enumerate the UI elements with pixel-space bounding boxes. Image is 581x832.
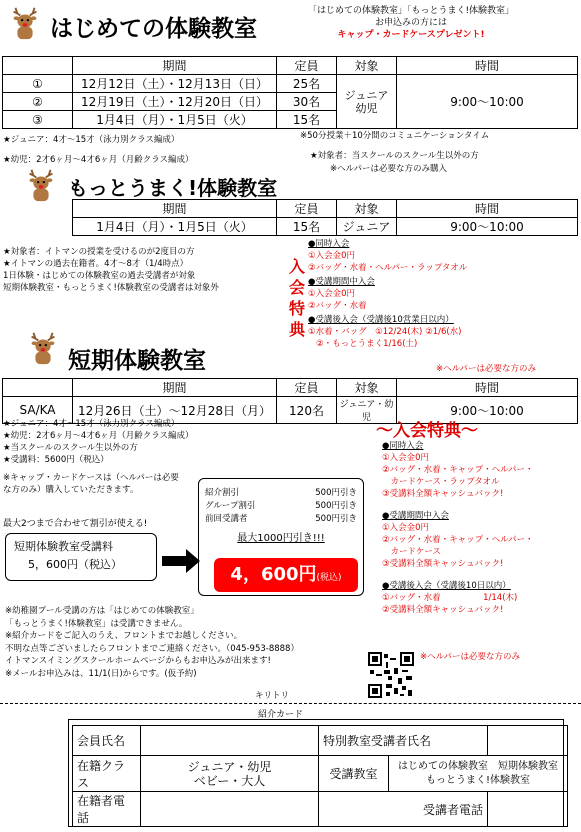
member-name-label: 会員氏名 (73, 726, 141, 756)
footer-note: 「もっとうまく!体験教室」は受講できません。 (5, 618, 188, 629)
benefit-item: カードケース (382, 547, 441, 557)
benefit-head: ●受講後入会（受講後10営業日以内） (308, 315, 454, 325)
special-name-field[interactable] (488, 726, 568, 756)
class-option[interactable]: ジュニア・幼児 (187, 759, 272, 774)
reindeer-icon (22, 166, 60, 204)
benefit-head: ●同時入会 (308, 239, 350, 249)
header-time: 時間 (397, 57, 578, 75)
discount-name: 前回受講者 (205, 514, 248, 524)
note: ★対象者：当スクールのスクール生以外の方 (310, 151, 479, 161)
section2-table (72, 199, 578, 236)
section1-table (2, 56, 578, 129)
promo-line-2: お申込みの方には (374, 18, 447, 28)
discount-heading: 最大2つまで合わせて割引が使える! (3, 519, 148, 529)
benefit-item: ①入会金0円 (382, 453, 430, 463)
note: ※ヘルパーは必要な方のみ購入 (330, 164, 448, 174)
row-target: ジュニア (337, 218, 397, 236)
fee-box (5, 533, 157, 581)
price-tax: (税込) (316, 573, 342, 583)
row-capacity: 15名 (277, 111, 337, 129)
benefit-item: ①入会金0円 (308, 251, 356, 261)
row-time: 9:00〜10:00 (397, 397, 578, 424)
note: 1日体験・はじめての体験教室の過去受講者が対象 (3, 271, 196, 281)
benefit-item: ①入会金0円 (308, 289, 356, 299)
note: ★当スクールのスクール生以外の方 (3, 443, 138, 453)
row-target: ジュニア・幼児 (337, 397, 397, 424)
member-phone-field[interactable] (141, 792, 319, 827)
benefit-head: ●同時入会 (382, 441, 424, 451)
row-time: 9:00〜10:00 (397, 75, 578, 129)
price: 4，600円 (230, 564, 317, 585)
note: ※50分授業＋10分間のコミュニケーションタイム (300, 131, 490, 141)
footer-note: ※メールお申込みは、11/1(日)からです。(仮予約) (5, 668, 197, 679)
note: な方のみ）購入していただきます。 (3, 485, 139, 495)
row-capacity: 30名 (277, 93, 337, 111)
cut-line (0, 703, 581, 704)
note: ★ジュニア：4才〜15才（泳力別クラス編成） (3, 419, 180, 429)
reindeer-icon (24, 329, 62, 367)
header-target: 対象 (337, 379, 397, 397)
benefit-item: カードケース・ラップタオル (382, 477, 500, 487)
row-target: ジュニア 幼児 (337, 75, 397, 129)
row-number: ③ (3, 111, 73, 129)
note: ★受講料：5600円（税込） (3, 455, 109, 465)
discount-value: 500円引き (315, 501, 357, 511)
row-period: 1月4日（月）・1月5日（火） (73, 111, 277, 129)
benefit-label-char: 典 (288, 320, 305, 339)
benefit-item: ①バッグ・水着 1/14(木) (382, 593, 518, 603)
class-option[interactable]: ベビー・大人 (193, 773, 266, 788)
promo-red: キャップ・カードケースプレゼント! (337, 30, 485, 40)
note: 短期体験教室・もっとうまく!体験教室の受講者は対象外 (3, 283, 219, 293)
promo-line-1: 「はじめての体験教室」「もっとうまく!体験教室」 (307, 6, 515, 16)
student-phone-field[interactable] (488, 792, 568, 827)
benefit-item: ②・もっとうまく1/16(土) (316, 339, 418, 349)
benefit-item: ②受講料全額キャッシュバック! (382, 605, 504, 615)
course-label: 受講教室 (318, 756, 388, 792)
row-label: SA/KA (3, 397, 73, 424)
benefit-item: ②バッグ・水着・キャップ・ヘルパー・ (382, 535, 534, 545)
note: ★イトマンの過去在籍者。4才〜8才（1/4時点） (3, 259, 189, 269)
benefit-head: ●受講期間中入会 (308, 277, 375, 287)
benefit-head: ●受講期間中入会 (382, 511, 449, 521)
cut-label: キリトリ (255, 691, 290, 701)
row-period: 12月19日（土）・12月20日（日） (73, 93, 277, 111)
note: ★幼児：2才6ヶ月〜4才6ヶ月（月齢クラス編成） (3, 431, 194, 441)
benefit-item: ②バッグ・水着・キャップ・ヘルパー・ (382, 465, 534, 475)
benefit-title: 〜入会特典〜 (376, 421, 478, 441)
card-title: 紹介カード (258, 710, 304, 720)
member-name-field[interactable] (141, 726, 319, 756)
footer-note: ※幼稚園プール受講の方は「はじめての体験教室」 (5, 606, 199, 616)
header-target: 対象 (337, 200, 397, 218)
referral-card-table (72, 725, 568, 827)
section1-title: はじめての体験教室 (50, 16, 257, 42)
discount-value: 500円引き (315, 514, 357, 524)
benefit-item: ③受講料全額キャッシュバック! (382, 489, 504, 499)
helper-note: ※ヘルパーは必要な方のみ (420, 652, 521, 662)
footer-note: ※紹介カードをご記入のうえ、フロントまでお越しください。 (5, 631, 243, 641)
fee-value: 5，600円（税込） (28, 558, 122, 571)
student-phone-label: 受講者電話 (318, 792, 487, 827)
row-period: 12月26日（土）〜12月28日（月） (73, 397, 277, 424)
section3-title: 短期体験教室 (68, 348, 206, 374)
course-option[interactable]: もっとうまく!体験教室 (425, 774, 530, 786)
discount-name: 紹介割引 (205, 488, 240, 498)
note: ★ジュニア：4才〜15才（泳力別クラス編成） (3, 135, 180, 145)
special-name-label: 特別教室受講者氏名 (318, 726, 487, 756)
class-label: 在籍クラス (73, 756, 141, 792)
row-period: 1月4日（月）・1月5日（火） (73, 218, 277, 236)
benefit-item: ①入会金0円 (382, 523, 430, 533)
row-time: 9:00〜10:00 (397, 218, 578, 236)
arrow-right-icon (162, 549, 200, 573)
benefit-label-char: 会 (288, 278, 305, 297)
fee-label: 短期体験教室受講料 (14, 540, 113, 553)
row-capacity: 15名 (277, 218, 337, 236)
qr-code (368, 652, 414, 698)
discount-name: グループ割引 (205, 501, 256, 511)
discount-value: 500円引き (315, 488, 357, 498)
member-phone-label: 在籍者電話 (73, 792, 141, 827)
benefit-item: ②バッグ・水着 (308, 301, 367, 311)
row-period: 12月12日（土）・12月13日（日） (73, 75, 277, 93)
max-discount: 最大1000円引き!!! (237, 533, 325, 544)
benefit-item: ①水着・バッグ ①12/24(木) ②1/6(水) (308, 327, 462, 337)
benefit-label-char: 入 (288, 257, 305, 276)
benefit-label-char: 特 (288, 299, 305, 318)
header-period: 期間 (73, 57, 277, 75)
reindeer-icon (6, 4, 44, 42)
header-capacity: 定員 (277, 200, 337, 218)
footer-note: 不明な点等ございましたらフロントまでご連絡ください。（045-953-8888） (5, 643, 299, 654)
section2-title: もっとうまく!体験教室 (68, 176, 278, 200)
row-capacity: 25名 (277, 75, 337, 93)
helper-note: ※ヘルパーは必要な方のみ (436, 364, 537, 374)
note: ★幼児：2才6ヶ月〜4才6ヶ月（月齢クラス編成） (3, 155, 194, 165)
header-target: 対象 (337, 57, 397, 75)
course-option[interactable]: はじめての体験教室 短期体験教室 (397, 760, 558, 772)
header-capacity: 定員 (277, 379, 337, 397)
row-number: ② (3, 93, 73, 111)
header-time: 時間 (397, 200, 578, 218)
row-number: ① (3, 75, 73, 93)
benefit-item: ③受講料全額キャッシュバック! (382, 559, 504, 569)
benefit-item: ②バッグ・水着・ヘルパー・ラップタオル (308, 263, 468, 273)
header-period: 期間 (73, 379, 277, 397)
benefit-head: ●受講後入会（受講後10日以内） (382, 581, 511, 591)
note: ★対象者：イトマンの授業を受けるのが2度目の方 (3, 247, 195, 257)
price-box (214, 558, 358, 592)
header-period: 期間 (73, 200, 277, 218)
header-capacity: 定員 (277, 57, 337, 75)
footer-note: イトマンスイミングスクールホームページからもお申込みが出来ます! (5, 656, 271, 666)
row-capacity: 120名 (277, 397, 337, 424)
header-time: 時間 (397, 379, 578, 397)
note: ※キャップ・カードケースは（ヘルパーは必要 (3, 473, 179, 483)
